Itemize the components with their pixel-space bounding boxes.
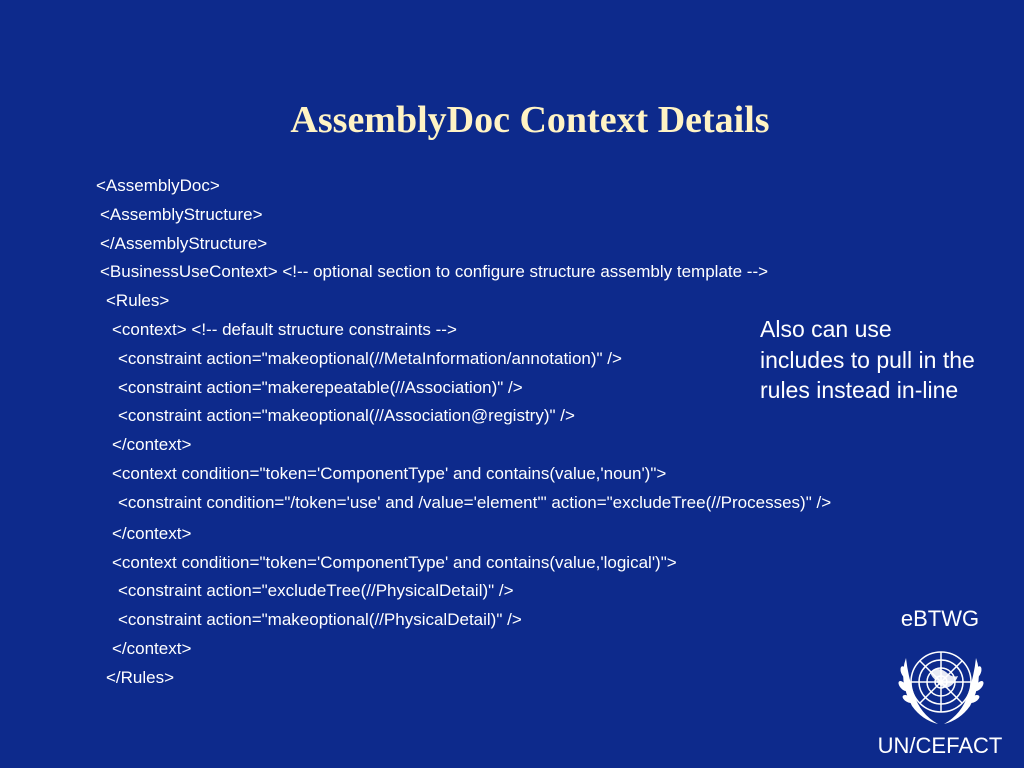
code-line: </Rules> [106,667,175,687]
code-line: <context> <!-- default structure constraints --> [112,319,457,339]
org-label-uncefact: UN/CEFACT [877,733,1003,758]
code-line: <constraint action="excludeTree(//PhysicalDetail)" /> [118,581,514,601]
org-label-ebtwg: eBTWG [900,606,980,631]
code-line: </context> [112,638,192,658]
code-line: <constraint action="makeoptional(//PhysicalDetail)" /> [118,610,522,630]
code-line: <constraint action="makerepeatable(//Association)" /> [118,377,523,397]
code-line: <constraint condition="/token='use' and /value='element'" action="excludeTree(//Processes)" /> [118,492,832,512]
code-line: <BusinessUseContext> <!-- optional section to configure structure assembly template --> [100,262,769,282]
side-note: Also can use includes to pull in the rules instead in-line [760,316,975,403]
code-line: <context condition="token='ComponentType' and contains(value,'noun')"> [112,463,667,483]
code-line: <constraint action="makeoptional(//Association@registry)" /> [118,406,575,426]
code-line: </context> [112,523,192,543]
xml-code-block [0,172,960,693]
code-line: <Rules> [106,291,170,311]
code-line: <AssemblyStructure> [100,204,263,224]
code-line: </context> [112,435,192,455]
un-emblem-icon [886,638,996,730]
code-line: </AssemblyStructure> [100,233,268,253]
code-line: <context condition="token='ComponentType' and contains(value,'logical')"> [112,552,677,572]
code-line: <AssemblyDoc> [96,176,220,195]
code-line: <constraint action="makeoptional(//MetaInformation/annotation)" /> [118,348,622,368]
slide-title: AssemblyDoc Context Details [290,99,770,141]
